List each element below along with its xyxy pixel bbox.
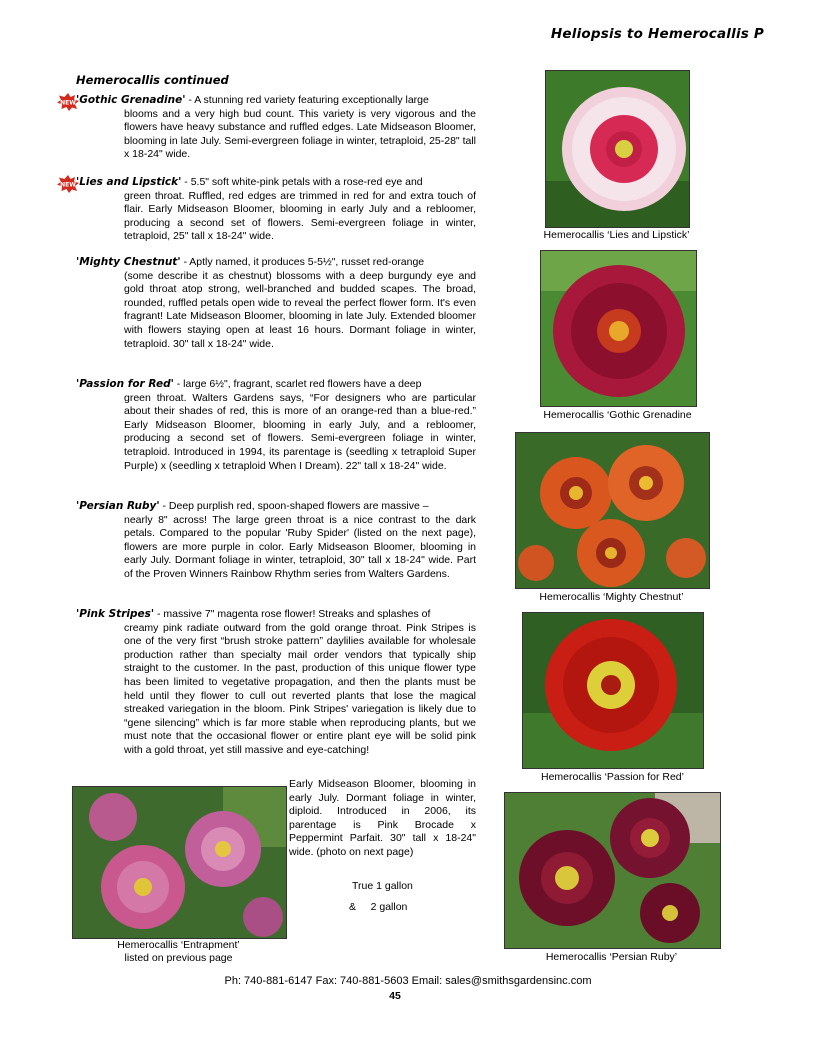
- pink-stripes-continued: Early Midseason Bloomer, blooming in early July. Dormant foliage in winter, diploid. Introduced in 2006, its parentage is Pink Brocade x Peppermint Parfait. 30" tall x 18-24" wide. (photo on next page): [289, 778, 476, 858]
- entry-description: green throat. Ruffled, red edges are trimmed in red for and extra touch of flair. Early Midseason Bloomer, blooming in early July and a rebloomer, producing a second set of flowers. Semi-evergreen foliage in winter, tetraploid, 25" tall x 18-24" wide.: [124, 189, 476, 243]
- new-badge-icon: [57, 175, 79, 193]
- entry-lies-and-lipstick: [60, 176, 476, 244]
- entry-first-line: - Aptly named, it produces 5-5½", russet red-orange: [180, 256, 425, 268]
- footer-contact: Ph: 740-881-6147 Fax: 740-881-5603 Email: sales@smithsgardensinc.com: [224, 975, 592, 987]
- page-number: 45: [389, 990, 401, 1002]
- lies-and-lipstick-caption: Hemerocallis ‘Lies and Lipstick’: [543, 229, 690, 241]
- entry-description: nearly 8" across! The large green throat is a nice contrast to the dark petals. Compared to the popular 'Ruby Spider' (listed on the next page), flowers are more purple in color. Early Midseason Bloomer, blooming in early July. Dormant foliage in winter, tetraploid, 30" tall x 18-24" wide. Part of the Proven Winners Rainbow Rhythm series from Walters Gardens.: [124, 513, 476, 580]
- lies-and-lipstick-photo: [545, 70, 690, 228]
- gothic-grenadine-photo: [540, 250, 697, 407]
- entry-name: 'Gothic Grenadine': [76, 94, 186, 106]
- entry-first-line: - 5.5" soft white-pink petals with a rose-red eye and: [181, 176, 423, 188]
- entrapment-photo: [72, 786, 287, 939]
- entry-name: 'Pink Stripes': [76, 608, 155, 620]
- entry-first-line: - Deep purplish red, spoon-shaped flowers are massive –: [159, 500, 429, 512]
- passion-for-red-caption: Hemerocallis ‘Passion for Red’: [541, 771, 684, 783]
- availability-size: 2 gallon: [370, 901, 408, 913]
- page-header-title: Heliopsis to Hemerocallis P: [550, 26, 764, 42]
- section-title: Hemerocallis continued: [76, 73, 229, 87]
- entrapment-caption: Hemerocallis ‘Entrapment’ listed on previous page: [117, 939, 240, 964]
- entry-first-line: - large 6½", fragrant, scarlet red flowers have a deep: [173, 378, 422, 390]
- availability-ampersand: &: [349, 901, 357, 913]
- entry-description: blooms and a very high bud count. This variety is very vigorous and the flowers have heavy substance and ruffled edges. Late Midseason Bloomer, blooming in late July. Semi-evergreen foliage in winter, tetraploid, 25-28" tall x 18-24" wide.: [124, 107, 476, 161]
- entry-first-line: - massive 7" magenta rose flower! Streaks and splashes of: [154, 608, 431, 620]
- availability-line-1: True 1 gallon: [352, 880, 413, 892]
- svg-text:NEW: NEW: [60, 181, 76, 189]
- gothic-grenadine-caption: Hemerocallis ‘Gothic Grenadine: [543, 409, 692, 421]
- new-badge-icon: [57, 93, 79, 111]
- entry-description: green throat. Walters Gardens says, “For designers who are particular about their shades of red, this is more of an orange-red than a blue-red.” Early Midseason Bloomer, blooming in early July, and a rebloomer, producing a second set of flowers. Semi-evergreen foliage in winter, tetraploid. Introduced in 1994, its parentage is (seedling x tetraploid Super Purple) x (seedling x tetraploid When I Dream). 22" tall x 18-24" wide.: [124, 391, 476, 472]
- mighty-chestnut-caption: Hemerocallis ‘Mighty Chestnut’: [539, 591, 684, 603]
- availability-line-2: [349, 901, 407, 913]
- svg-text:NEW: NEW: [60, 99, 76, 107]
- entry-description: (some describe it as chestnut) blossoms with a deep burgundy eye and gold throat atop strong, well-branched and budded scapes. The broad, rounded, ruffled petals open wide to reveal the perfect flower form. It's even fragrant! Late Midseason Bloomer, blooming in late July. Extended bloomer with flowers staying open at least 16 hours. Dormant foliage in winter, tetraploid. 30" tall x 18-24" wide.: [124, 269, 476, 350]
- entry-pink-stripes: [76, 608, 476, 758]
- persian-ruby-caption: Hemerocallis ‘Persian Ruby’: [545, 951, 678, 963]
- passion-for-red-photo: [522, 612, 704, 769]
- entry-persian-ruby: [76, 500, 476, 582]
- entry-first-line: - A stunning red variety featuring exceptionally large: [185, 94, 429, 106]
- entry-gothic-grenadine: [60, 94, 476, 162]
- entry-description: creamy pink radiate outward from the gold orange throat. Pink Stripes is one of the very first “brush stroke pattern” daylilies available for wholesale production rather than specialty mail order vendors that typically ship straight to the customer. In the past, production of this unique flower type has been limited to vegetative propagation, and then the plants must be held until they flower to cull out reverted plants that lose the magical streaked variegation in the bloom. Pink Stripes' variegation is likely due to “gene silencing” which is far more stable when reproducing plants, but we must note that the occasional flower or entire plant eye will be solid pink with a gold throat, yet still massive and eye-catching!: [124, 621, 476, 756]
- entry-name: 'Mighty Chestnut': [76, 256, 181, 268]
- entry-name: 'Passion for Red': [76, 378, 174, 390]
- mighty-chestnut-photo: [515, 432, 710, 589]
- entry-name: 'Lies and Lipstick': [76, 176, 182, 188]
- entry-name: 'Persian Ruby': [76, 500, 160, 512]
- entry-mighty-chestnut: [76, 256, 476, 351]
- persian-ruby-photo: [504, 792, 721, 949]
- entry-passion-for-red: [76, 378, 476, 473]
